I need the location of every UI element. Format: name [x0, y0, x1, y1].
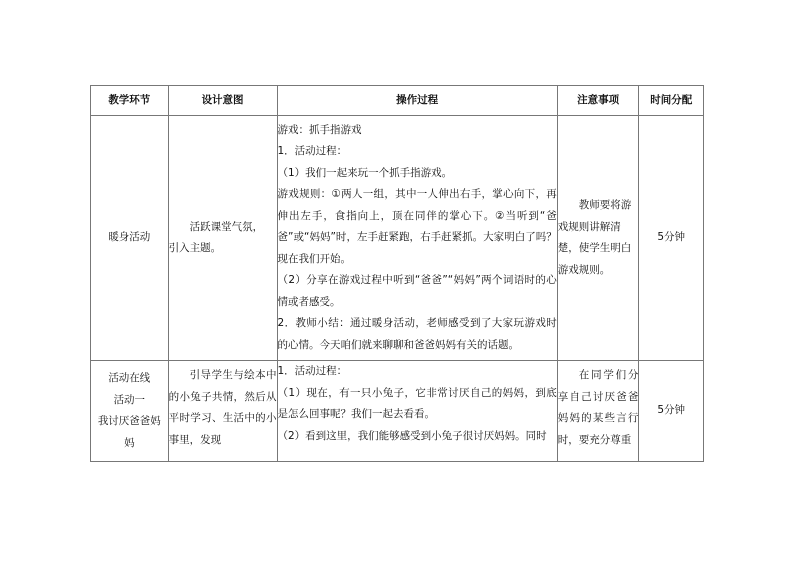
process-text [278, 361, 557, 447]
intent-cell [168, 361, 277, 462]
table-row-activity-one [91, 361, 704, 462]
lesson-plan-table [90, 85, 704, 462]
process-cell [277, 116, 557, 361]
intent-cell [168, 116, 277, 361]
header-row [91, 86, 704, 116]
process-line: 游戏：抓手指游戏 [277, 123, 362, 136]
header-stage: 教学环节 [91, 86, 169, 116]
process-line: （1）现在，有一只小兔子，它非常讨厌自己的妈妈，到底是怎么回事呢？我们一起去看看。 [277, 386, 557, 420]
intent-line-1: 活跃课堂气氛， [189, 220, 264, 233]
time-cell: 5分钟 [639, 116, 704, 361]
intent-text: 引导学生与绘本中的小兔子共情，然后从平时学习、生活中的小事里，发现 [168, 369, 277, 446]
process-line: 游戏规则：①两人一组，其中一人伸出右手，掌心向下，再伸出左手，食指向上，顶在同伴的掌心下。②当听到“爸爸”或“妈妈”时，左手赶紧跑，右手赶紧抓。大家明白了吗？现在我们开始。 [277, 188, 557, 265]
stage-line: 活动一 [113, 393, 146, 406]
table-row-warmup [91, 116, 704, 361]
process-line: 1．活动过程： [277, 145, 348, 158]
header-time: 时间分配 [639, 86, 704, 116]
header-process: 操作过程 [277, 86, 557, 116]
header-notes: 注意事项 [557, 86, 639, 116]
stage-cell: 暖身活动 [91, 116, 169, 361]
stage-cell [91, 361, 169, 462]
stage-line: 妈 [124, 436, 135, 449]
intent-line-2: 引入主题。 [168, 242, 222, 254]
process-line: （2）分享在游戏过程中听到“爸爸”“妈妈”两个词语时的心情或者感受。 [277, 274, 557, 308]
process-line: （2）看到这里，我们能够感受到小兔子很讨厌妈妈。同时 [277, 429, 547, 442]
process-line: 2．教师小结：通过暖身活动，老师感受到了大家玩游戏时的心情。今天咱们就来聊聊和爸爸妈妈有关的话题。 [277, 317, 557, 351]
header-intent: 设计意图 [168, 86, 277, 116]
time-cell: 5分钟 [639, 361, 704, 462]
stage-line: 我讨厌爸爸妈 [97, 415, 161, 427]
notes-cell: 教师要将游戏规则讲解清楚，使学生明白游戏规则。 [557, 116, 639, 361]
process-cell [277, 361, 557, 462]
notes-text: 在同学们分享自己讨厌爸爸妈妈的某些言行时，要充分尊重 [557, 369, 639, 446]
notes-cell [557, 361, 639, 462]
process-line: （1）我们一起来玩一个抓手指游戏。 [277, 166, 453, 179]
process-line: 1．活动过程： [277, 365, 348, 377]
stage-line: 活动在线 [108, 372, 151, 384]
